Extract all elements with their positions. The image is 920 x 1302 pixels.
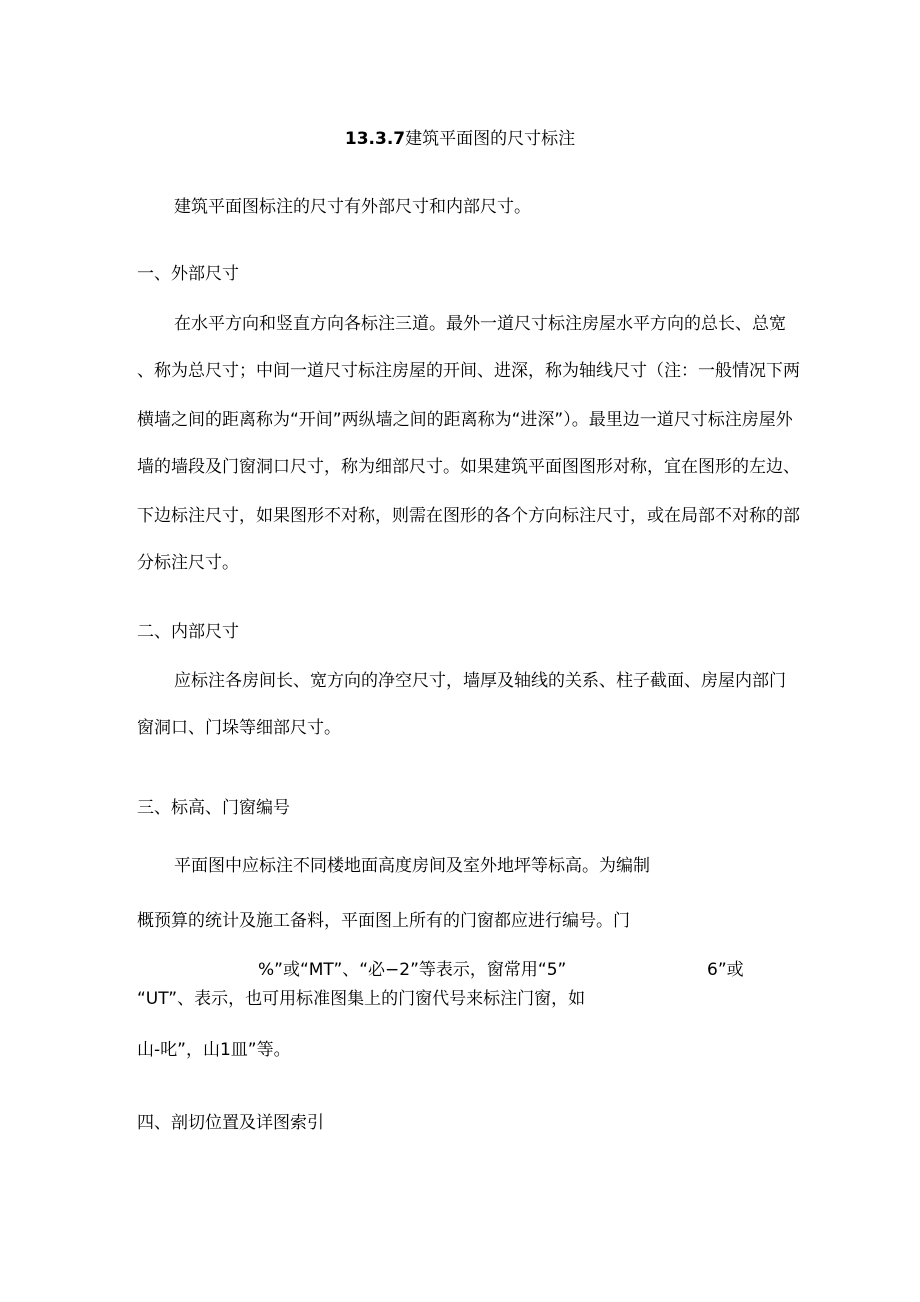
paragraph-line: 在水平方向和竖直方向各标注三道。最外一道尺寸标注房屋水平方向的总长、总宽 <box>174 314 786 334</box>
section-heading-elevation: 三、标高、门窗编号 <box>137 798 290 818</box>
section-heading-section-cut: 四、剖切位置及详图索引 <box>137 1113 324 1133</box>
intro-paragraph: 建筑平面图标注的尺寸有外部尺寸和内部尺寸。 <box>174 197 531 217</box>
paragraph-line: 横墙之间的距离称为“开间”两纵墙之间的距离称为“进深”）。最里边一道尺寸标注房屋外 <box>137 410 793 430</box>
page-title <box>0 129 920 149</box>
paragraph-line: 窗洞口、门垛等细部尺寸。 <box>137 718 341 738</box>
section-heading-internal: 二、内部尺寸 <box>137 622 239 642</box>
paragraph-line: %”或“MT”、“必−2”等表示，窗常用“5” <box>258 960 567 980</box>
title-number: 13.3.7 <box>344 129 406 149</box>
paragraph-line: 墙的墙段及门窗洞口尺寸，称为细部尺寸。如果建筑平面图图形对称，宜在图形的左边、 <box>137 457 800 477</box>
paragraph-line: 应标注各房间长、宽方向的净空尺寸，墙厚及轴线的关系、柱子截面、房屋内部门 <box>174 671 786 691</box>
paragraph-line: 分标注尺寸。 <box>137 553 239 573</box>
title-text: 建筑平面图的尺寸标注 <box>405 129 576 149</box>
paragraph-line: 6”或 <box>707 960 744 980</box>
paragraph-line: 概预算的统计及施工备料，平面图上所有的门窗都应进行编号。门 <box>137 911 630 931</box>
paragraph-line: 平面图中应标注不同楼地面高度房间及室外地坪等标高。为编制 <box>174 856 650 876</box>
paragraph-line: 下边标注尺寸，如果图形不对称，则需在图形的各个方向标注尺寸，或在局部不对称的部 <box>137 506 800 526</box>
paragraph-line: 、称为总尺寸；中间一道尺寸标注房屋的开间、进深，称为轴线尺寸（注：一般情况下两 <box>137 361 800 381</box>
paragraph-line: 山-叱”，山1皿”等。 <box>137 1040 291 1060</box>
paragraph-line: “UT”、表示，也可用标准图集上的门窗代号来标注门窗，如 <box>137 989 586 1009</box>
section-heading-external: 一、外部尺寸 <box>137 264 239 284</box>
